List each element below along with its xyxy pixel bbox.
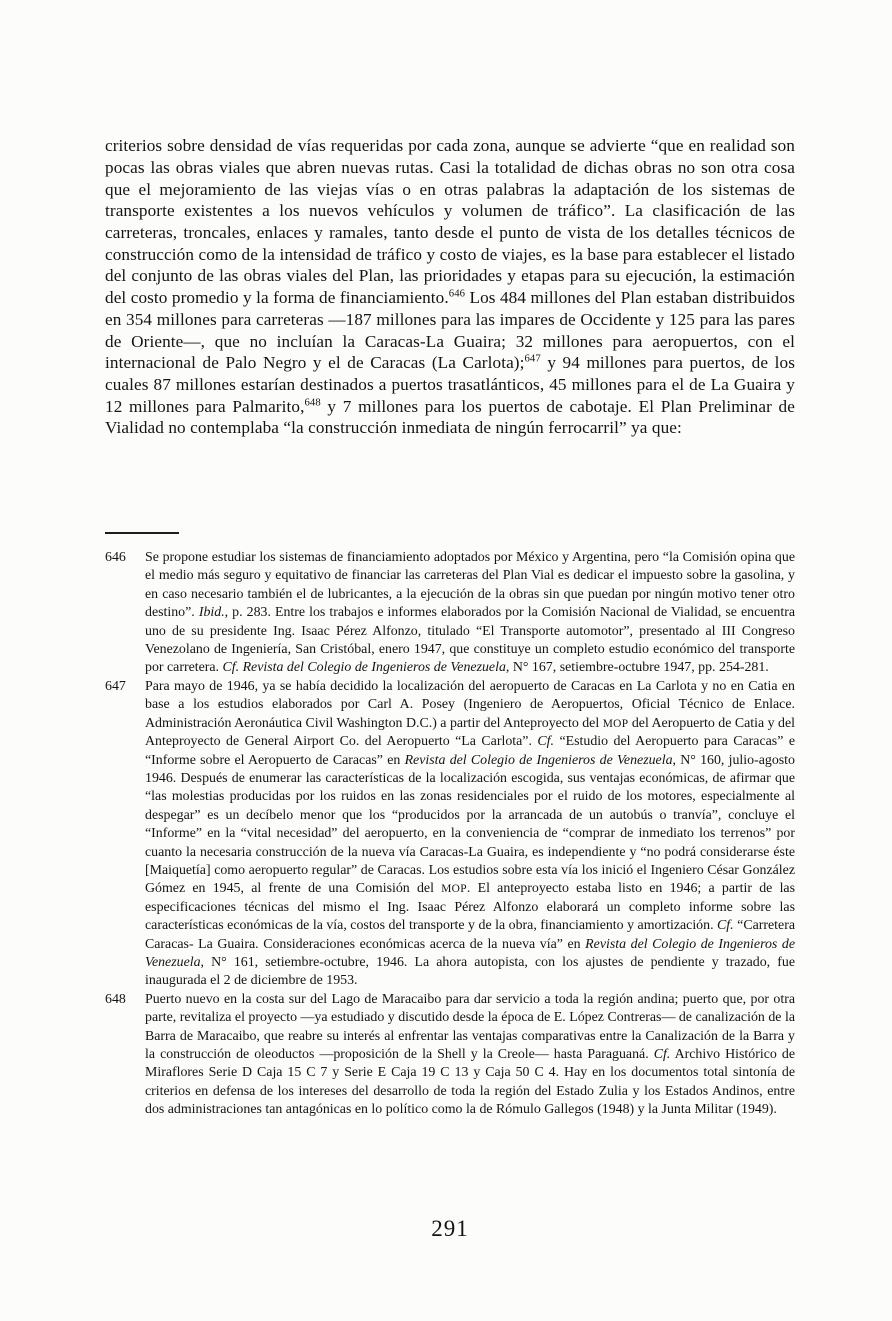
footnote-number: 646 <box>105 550 126 566</box>
footnote-text: Para mayo de 1946, ya se había decidido la localización del aeropuerto de Caracas en La Carlota y no en Catia en base a los estudios elaborados por Carl A. Posey (Ingeniero de Aeropuertos, Oficial Técnico de Enlace. Administración Aeronáutica Civil Washington D.C.) a partir del Anteproyecto del MOP del Aeropuerto de Catia y del Anteproyecto de General Airport Co. del Aeropuerto “La Carlota”. Cf. “Estudio del Aeropuerto para Caracas” e “Informe sobre el Aeropuerto de Caracas” en Revista del Colegio de Ingenieros de Venezuela, N° 160, julio-agosto 1946. Después de enumerar las características de la localización escogida, sus ventajas económicas, de afirmar que “las molestias producidas por los ruidos en las zonas residenciales por el ruido de los motores, especialmente al despegar” es un decíbelo menor que los “producidos por la arrancada de un autobús o tranvía”, concluye el “Informe” en la “vital necesidad” del aeropuerto, en la conveniencia de “comprar de inmediato los terrenos” por cuanto la necesaria construcción de la nueva vía Caracas-La Guaira, es independiente y “no podrá considerarse éste [Maiquetía] como aeropuerto regular” de Caracas. Los estudios sobre esta vía los inició el Ingeniero César González Gómez en 1945, al frente de una Comisión del MOP. El anteproyecto estaba listo en 1946; a partir de las especificaciones técnicas del mismo el Ing. Isaac Pérez Alfonzo elaborará un completo informe sobre las características económicas de la vía, costos del transporte y de la obra, financiamiento y amortización. Cf. “Carretera Caracas- La Guaira. Consideraciones económicas acerca de la nueva vía” en Revista del Colegio de Ingenieros de Venezuela, N° 161, setiembre-octubre, 1946. La ahora autopista, con los ajustes de pendiente y trazado, fue inaugurada el 2 de diciembre de 1953. <box>145 678 796 989</box>
page-content <box>105 118 795 1120</box>
footnote-row <box>105 549 795 678</box>
footnote-row <box>105 991 795 1120</box>
footnote-text: Puerto nuevo en la costa sur del Lago de Maracaibo para dar servicio a toda la región andina; puerto que, por otra parte, revitaliza el proyecto —ya estudiado y discutido desde la época de E. López Contreras— de canalización de la Barra de Maracaibo, que reabre su interés al enfrentar las ventajas comparativas entre la Canalización de la Barra y la construcción de oleoductos —proposición de la Shell y la Creole— hasta Paraguaná. Cf. Archivo Histórico de Miraflores Serie D Caja 15 C 7 y Serie E Caja 19 C 13 y Caja 50 C 4. Hay en los documentos total sintonía de criterios en defensa de los intereses del desarrollo de toda la región del Estado Zulia y los Estados Andinos, entre dos administraciones tan antagónicas en lo político como la de Rómulo Gallegos (1948) y la Junta Militar (1949). <box>145 991 795 1118</box>
footnotes-section <box>105 549 795 1120</box>
page-number: 291 <box>431 1216 469 1241</box>
footnote-separator <box>105 532 179 534</box>
footnote-row <box>105 678 795 991</box>
footnote-number: 648 <box>105 991 126 1007</box>
footnote-text: Se propone estudiar los sistemas de financiamiento adoptados por México y Argentina, pero “la Comisión opina que el medio más seguro y equitativo de financiar las carreteras del Plan Vial es dedicar el impuesto sobre la gasolina, y en caso necesario también el de lubricantes, a la ejecución de la obras sin que puedan por ningún motivo tener otro destino”. Ibid., p. 283. Entre los trabajos e informes elaborados por la Comisión Nacional de Vialidad, se encuentra uno de su presidente Ing. Isaac Pérez Alfonzo, titulado “El Transporte automotor”, presentado al III Congreso Venezolano de Ingeniería, San Cristóbal, enero 1947, que constituye un completo estudio económico del transporte por carretera. Cf. Revista del Colegio de Ingenieros de Venezuela, N° 167, setiembre-octubre 1947, pp. 254-281. <box>145 550 795 676</box>
footnote-number: 647 <box>105 678 126 694</box>
body-paragraph: criterios sobre densidad de vías requeridas por cada zona, aunque se advierte “que en realidad son pocas las obras viales que abren nuevas rutas. Casi la totalidad de dichas obras no son otra cosa que el mejoramiento de las viejas vías o en otras palabras la adaptación de los sistemas de transporte existentes a los nuevos vehículos y volumen de tráfico”. La clasificación de las carreteras, troncales, enlaces y ramales, tanto desde el punto de vista de los detalles técnicos de construcción como de la intensidad de tráfico y costo de viajes, es la base para establecer el listado del conjunto de las obras viales del Plan, las prioridades y etapas para su ejecución, la estimación del costo promedio y la forma de financiamiento.$^{646}$ Los 484 millones del Plan estaban distribuidos en 354 millones para carreteras —187 millones para las impares de Occidente y 125 para las pares de Oriente—, que no incluían la Caracas-La Guaira; 32 millones para aeropuertos, con el internacional de Palo Negro y el de Caracas (La Carlota);$^{647}$ y 94 millones para puertos, de los cuales 87 millones estarían destinados a puertos trasatlánticos, 45 millones para el de La Guaira y 12 millones para Palmarito,$^{648}$ y 7 millones para los puertos de cabotaje. El Plan Preliminar de Vialidad no contemplaba “la construcción inmediata de ningún ferrocarril” ya que: <box>105 136 795 438</box>
